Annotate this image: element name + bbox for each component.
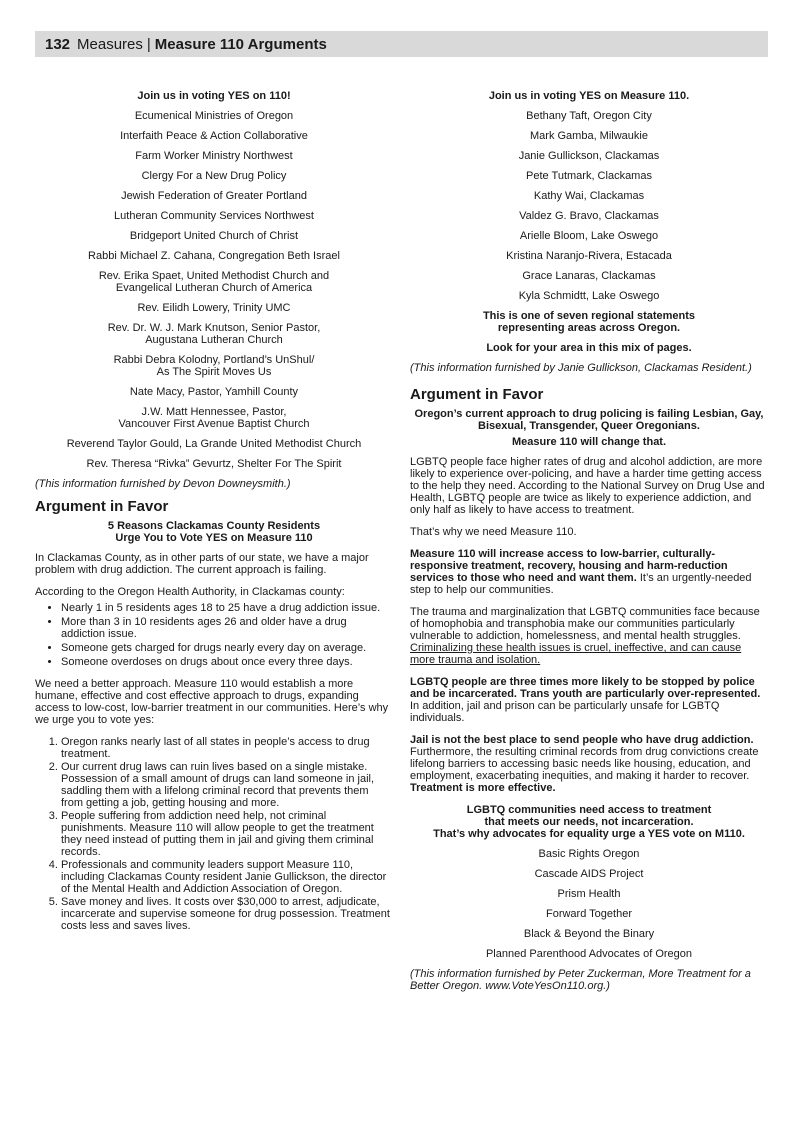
- regional-note-line3: Look for your area in this mix of pages.: [486, 342, 692, 354]
- endorser: Rabbi Michael Z. Cahana, Congregation Beth Israel: [88, 250, 340, 262]
- endorser: Reverend Taylor Gould, La Grande United Methodist Church: [66, 438, 362, 450]
- right-subheading: Oregon’s current approach to drug policing is failing Lesbian, Gay, Bisexual, Transgender, Queer Oregonians.: [414, 408, 764, 432]
- endorser: Augustana Lutheran Church: [145, 334, 283, 346]
- left-endorser-list: [35, 110, 393, 470]
- endorser: Farm Worker Ministry Northwest: [135, 150, 293, 162]
- reasons-list: [35, 736, 393, 932]
- endorser: Valdez G. Bravo, Clackamas: [519, 210, 659, 222]
- left-intro: Join us in voting YES on 110!: [137, 90, 291, 102]
- org: Forward Together: [545, 908, 632, 920]
- regional-note-line2: representing areas across Oregon.: [497, 322, 681, 334]
- org: Basic Rights Oregon: [538, 848, 640, 860]
- endorser: Clergy For a New Drug Policy: [141, 170, 287, 182]
- paragraph: According to the Oregon Health Authority, in Clackamas county:: [35, 586, 345, 598]
- right-column: [410, 90, 768, 992]
- closing-statement: [410, 804, 768, 840]
- endorser: Evangelical Lutheran Church of America: [115, 282, 313, 294]
- endorser: Kristina Naranjo-Rivera, Estacada: [506, 250, 672, 262]
- paragraph: [410, 676, 768, 724]
- endorser: Bethany Taft, Oregon City: [526, 110, 652, 122]
- page-number: 132: [45, 35, 71, 53]
- endorser: Pete Tutmark, Clackamas: [526, 170, 652, 182]
- paragraph: In Clackamas County, as in other parts of our state, we have a major problem with drug addiction. The current approach is failing.: [35, 552, 369, 576]
- left-subheading-line1: 5 Reasons Clackamas County Residents: [107, 520, 321, 532]
- endorser: Lutheran Community Services Northwest: [114, 210, 314, 222]
- bold-text: Treatment is more effective.: [410, 782, 556, 794]
- endorser: Rev. Theresa “Rivka” Gevurtz, Shelter For The Spirit: [86, 458, 342, 470]
- list-item: • Nearly 1 in 5 residents ages 18 to 25 have a drug addiction issue.: [61, 602, 393, 614]
- endorser: Grace Lanaras, Clackamas: [522, 270, 656, 282]
- endorser: Interfaith Peace & Action Collaborative: [120, 130, 308, 142]
- text: Furthermore, the resulting criminal records from drug convictions create lifelong barriers to accessing basic needs like housing, education, and employment, exacerbating inequities, and making it harder to recover.: [410, 746, 759, 782]
- endorser: Rev. Eilidh Lowery, Trinity UMC: [137, 302, 291, 314]
- paragraph: [410, 606, 768, 666]
- list-item: 3. People suffering from addiction need help, not criminal punishments. Measure 110 will allow people to get the treatment they need instead of putting them in jail and giving them criminal records.: [61, 810, 393, 858]
- left-column: [35, 90, 393, 942]
- org-list: [410, 848, 768, 960]
- regional-note: [410, 310, 768, 334]
- list-item: 5. Save money and lives. It costs over $30,000 to arrest, adjudicate, incarcerate and supervise someone for drug possession. Treatment costs less and saves lives.: [61, 896, 393, 932]
- list-item: • More than 3 in 10 residents ages 26 and older have a drug addiction issue.: [61, 616, 393, 640]
- endorser: Mark Gamba, Milwaukie: [530, 130, 648, 142]
- page-header: [35, 31, 768, 57]
- list-item: • Someone overdoses on drugs about once every three days.: [61, 656, 393, 668]
- right-argument-heading: Argument in Favor: [410, 386, 544, 403]
- endorser: Rev. Erika Spaet, United Methodist Church and: [98, 270, 330, 282]
- underlined-text: Criminalizing these health issues is cruel, ineffective, and can cause more trauma and isolation.: [410, 642, 742, 666]
- endorser: Ecumenical Ministries of Oregon: [134, 110, 294, 122]
- stats-list: [35, 602, 393, 668]
- bold-text: Measure 110 will increase access to low-barrier, culturally-responsive treatment, recovery, housing and harm-reduction services to those who need and want them.: [410, 548, 728, 584]
- text: The trauma and marginalization that LGBTQ communities face because of homophobia and transphobia make our communities particularly vulnerable to addiction, homelessness, and mental health struggles.: [410, 606, 760, 642]
- closing-line2: that meets our needs, not incarceration.: [484, 816, 694, 828]
- left-subheading: [35, 520, 393, 544]
- header-separator: |: [146, 35, 151, 53]
- endorser: Nate Macy, Pastor, Yamhill County: [129, 386, 299, 398]
- paragraph: LGBTQ people face higher rates of drug and alcohol addiction, are more likely to experience over-policing, and have a harder time getting access to the help they need. According to the National Survey on Drug Use and Health, LGBTQ people are twice as likely to experience addiction, and only half as likely to have access to treatment.: [410, 456, 765, 516]
- endorser: Arielle Bloom, Lake Oswego: [519, 230, 659, 242]
- endorser: Bridgeport United Church of Christ: [129, 230, 299, 242]
- bold-text: Jail is not the best place to send people who have drug addiction.: [410, 734, 754, 746]
- right-intro: Join us in voting YES on Measure 110.: [488, 90, 690, 102]
- endorser: Kathy Wai, Clackamas: [533, 190, 645, 202]
- endorser: Rabbi Debra Kolodny, Portland’s UnShul/: [113, 354, 315, 366]
- closing-line1: LGBTQ communities need access to treatment: [466, 804, 712, 816]
- org: Planned Parenthood Advocates of Oregon: [485, 948, 693, 960]
- list-item: 2. Our current drug laws can ruin lives based on a single mistake. Possession of a small amount of drugs can land someone in jail, saddling them with a lifelong criminal record that prevents them from getting a job, getting housing and more.: [61, 761, 393, 809]
- endorser: Vancouver First Avenue Baptist Church: [118, 418, 310, 430]
- text: In addition, jail and prison can be particularly unsafe for LGBTQ individuals.: [410, 700, 720, 724]
- endorser: Janie Gullickson, Clackamas: [518, 150, 660, 162]
- regional-note-line1: This is one of seven regional statements: [482, 310, 696, 322]
- right-endorser-list: [410, 110, 768, 302]
- right-furnished-note: (This information furnished by Janie Gullickson, Clackamas Resident.): [410, 362, 752, 374]
- org: Black & Beyond the Binary: [523, 928, 655, 940]
- right-furnished-note-2: (This information furnished by Peter Zuckerman, More Treatment for a Better Oregon. www.VoteYesOn110.org.): [410, 968, 751, 992]
- left-subheading-line2: Urge You to Vote YES on Measure 110: [115, 532, 313, 544]
- page-title: Measure 110 Arguments: [154, 35, 327, 53]
- paragraph: [410, 548, 768, 596]
- endorser: Kyla Schmidtt, Lake Oswego: [518, 290, 660, 302]
- left-furnished-note: (This information furnished by Devon Downeysmith.): [35, 478, 291, 490]
- list-item: • Someone gets charged for drugs nearly every day on average.: [61, 642, 393, 654]
- endorser: As The Spirit Moves Us: [156, 366, 272, 378]
- text: It’s an urgently-needed step to help our communities.: [410, 572, 752, 596]
- paragraph: We need a better approach. Measure 110 would establish a more humane, effective and cost effective approach to drugs, expanding access to low-cost, low-barrier treatment in our communities. Here’s why we urge you to vote yes:: [35, 678, 389, 726]
- org: Cascade AIDS Project: [534, 868, 644, 880]
- right-subheading-2: Measure 110 will change that.: [511, 436, 667, 448]
- paragraph: That’s why we need Measure 110.: [410, 526, 577, 538]
- endorser: J.W. Matt Hennessee, Pastor,: [141, 406, 287, 418]
- list-item: 1. Oregon ranks nearly last of all states in people’s access to drug treatment.: [61, 736, 393, 760]
- endorser: Rev. Dr. W. J. Mark Knutson, Senior Pastor,: [107, 322, 321, 334]
- endorser: Jewish Federation of Greater Portland: [121, 190, 307, 202]
- paragraph: [410, 734, 768, 794]
- closing-line3: That’s why advocates for equality urge a YES vote on M110.: [433, 828, 745, 840]
- org: Prism Health: [557, 888, 621, 900]
- left-argument-heading: Argument in Favor: [35, 498, 169, 515]
- list-item: 4. Professionals and community leaders support Measure 110, including Clackamas County resident Janie Gullickson, the director of the Mental Health and Addiction Association of Oregon.: [61, 859, 393, 895]
- bold-text: LGBTQ people are three times more likely to be stopped by police and be incarcerated. Trans youth are particularly over-represented.: [410, 676, 761, 700]
- section-name: Measures: [77, 35, 143, 53]
